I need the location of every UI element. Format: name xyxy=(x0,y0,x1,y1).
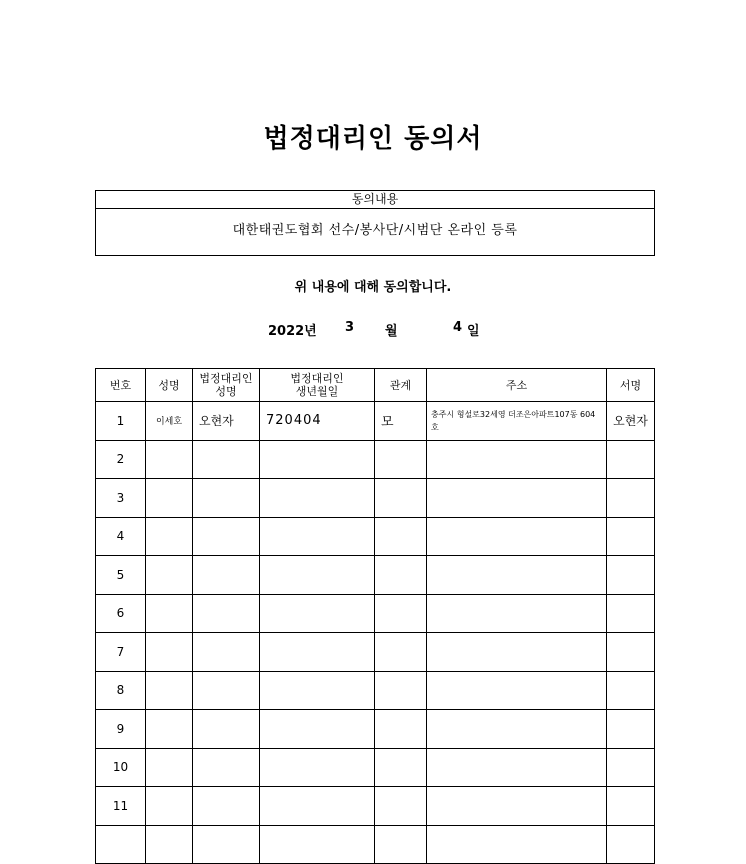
header-name: 성명 xyxy=(146,369,193,402)
row-address-cell xyxy=(427,671,607,710)
row-address-cell xyxy=(427,633,607,672)
row-relation-cell xyxy=(375,633,427,672)
row-address-cell xyxy=(427,517,607,556)
row-guardian-birth-cell xyxy=(260,748,375,787)
row-name-cell xyxy=(146,440,193,479)
consent-box xyxy=(95,190,655,256)
row-relation-cell xyxy=(375,440,427,479)
row-address-cell xyxy=(427,787,607,826)
row-number-cell: 4 xyxy=(96,517,146,556)
date-day: 4 xyxy=(453,320,463,335)
row-guardian-birth-cell xyxy=(260,479,375,518)
row-signature-cell xyxy=(607,787,655,826)
row-signature-cell xyxy=(607,825,655,864)
row-guardian-birth-cell xyxy=(260,825,375,864)
header-guardian-name-line2: 성명 xyxy=(215,385,237,398)
row-guardian-birth-cell xyxy=(260,710,375,749)
row-number-cell: 9 xyxy=(96,710,146,749)
table-header-row xyxy=(96,369,655,402)
header-signature: 서명 xyxy=(607,369,655,402)
row-number-cell: 3 xyxy=(96,479,146,518)
row-guardian-name-cell xyxy=(193,556,260,595)
row-relation-cell xyxy=(375,479,427,518)
row-name-cell xyxy=(146,748,193,787)
row-signature-cell xyxy=(607,594,655,633)
header-guardian-birth xyxy=(260,369,375,402)
table-row xyxy=(96,594,655,633)
row-relation-cell xyxy=(375,710,427,749)
row-address-cell: 충주시 형설로32세영 더조은아파트107동 604호 xyxy=(427,402,607,441)
row-name-cell xyxy=(146,594,193,633)
row-relation-cell xyxy=(375,671,427,710)
table-row xyxy=(96,479,655,518)
row-guardian-name-cell xyxy=(193,787,260,826)
row-relation-cell xyxy=(375,556,427,595)
row-guardian-name-cell xyxy=(193,517,260,556)
row-name-cell xyxy=(146,671,193,710)
row-relation-cell xyxy=(375,787,427,826)
row-guardian-name-cell xyxy=(193,748,260,787)
row-name-cell: 이세호 xyxy=(146,402,193,441)
row-number-cell: 10 xyxy=(96,748,146,787)
row-guardian-birth-cell xyxy=(260,671,375,710)
row-guardian-birth-cell xyxy=(260,633,375,672)
table-row xyxy=(96,556,655,595)
row-signature-cell xyxy=(607,440,655,479)
row-number-cell: 8 xyxy=(96,671,146,710)
row-guardian-birth-cell xyxy=(260,594,375,633)
table-row xyxy=(96,633,655,672)
row-signature-cell xyxy=(607,479,655,518)
row-guardian-birth-cell xyxy=(260,440,375,479)
row-address-cell xyxy=(427,710,607,749)
row-number-cell xyxy=(96,825,146,864)
row-relation-cell xyxy=(375,594,427,633)
row-guardian-birth-cell xyxy=(260,787,375,826)
row-relation-cell: 모 xyxy=(375,402,427,441)
header-guardian-name xyxy=(193,369,260,402)
date-year: 2022년 xyxy=(268,324,317,339)
row-guardian-name-cell xyxy=(193,710,260,749)
row-guardian-name-cell xyxy=(193,594,260,633)
table-row xyxy=(96,787,655,826)
row-name-cell xyxy=(146,633,193,672)
header-relation: 관계 xyxy=(375,369,427,402)
row-signature-cell xyxy=(607,748,655,787)
table-row xyxy=(96,517,655,556)
table-row xyxy=(96,402,655,441)
row-guardian-birth-cell xyxy=(260,556,375,595)
row-relation-cell xyxy=(375,825,427,864)
row-signature-cell xyxy=(607,671,655,710)
row-address-cell xyxy=(427,479,607,518)
agreement-statement: 위 내용에 대해 동의합니다. xyxy=(294,280,452,295)
row-address-cell xyxy=(427,594,607,633)
row-guardian-birth-cell xyxy=(260,517,375,556)
header-guardian-birth-line1: 법정대리인 xyxy=(290,372,344,385)
row-guardian-name-cell xyxy=(193,671,260,710)
row-guardian-name-cell xyxy=(193,825,260,864)
row-signature-cell xyxy=(607,556,655,595)
row-number-cell: 11 xyxy=(96,787,146,826)
row-name-cell xyxy=(146,517,193,556)
row-number-cell: 6 xyxy=(96,594,146,633)
consent-header: 동의내용 xyxy=(96,191,654,209)
date-month: 3 xyxy=(345,320,355,335)
row-name-cell xyxy=(146,825,193,864)
row-number-cell: 7 xyxy=(96,633,146,672)
row-signature-cell xyxy=(607,710,655,749)
row-relation-cell xyxy=(375,748,427,787)
row-guardian-birth-cell: 720404 xyxy=(260,402,375,441)
signature-table xyxy=(95,368,655,864)
row-name-cell xyxy=(146,479,193,518)
consent-content: 대한태권도협회 선수/봉사단/시범단 온라인 등록 xyxy=(232,223,518,238)
table-row xyxy=(96,671,655,710)
row-signature-cell xyxy=(607,517,655,556)
date-day-unit: 일 xyxy=(467,324,480,339)
row-guardian-name-cell xyxy=(193,633,260,672)
header-guardian-birth-line2: 생년월일 xyxy=(295,385,339,398)
table-row xyxy=(96,440,655,479)
header-address: 주소 xyxy=(427,369,607,402)
row-address-cell xyxy=(427,556,607,595)
row-relation-cell xyxy=(375,517,427,556)
row-signature-cell xyxy=(607,633,655,672)
row-address-cell xyxy=(427,825,607,864)
header-number: 번호 xyxy=(96,369,146,402)
row-address-cell xyxy=(427,748,607,787)
header-guardian-name-line1: 법정대리인 xyxy=(199,372,253,385)
row-name-cell xyxy=(146,710,193,749)
row-name-cell xyxy=(146,556,193,595)
row-guardian-name-cell xyxy=(193,479,260,518)
date-month-unit: 월 xyxy=(385,324,398,339)
row-signature-cell: 오현자 xyxy=(607,402,655,441)
table-row xyxy=(96,710,655,749)
row-number-cell: 2 xyxy=(96,440,146,479)
table-row xyxy=(96,748,655,787)
row-address-cell xyxy=(427,440,607,479)
row-guardian-name-cell xyxy=(193,440,260,479)
table-row xyxy=(96,825,655,864)
document-title: 법정대리인 동의서 xyxy=(263,124,483,154)
row-number-cell: 1 xyxy=(96,402,146,441)
row-number-cell: 5 xyxy=(96,556,146,595)
row-guardian-name-cell: 오현자 xyxy=(193,402,260,441)
row-name-cell xyxy=(146,787,193,826)
